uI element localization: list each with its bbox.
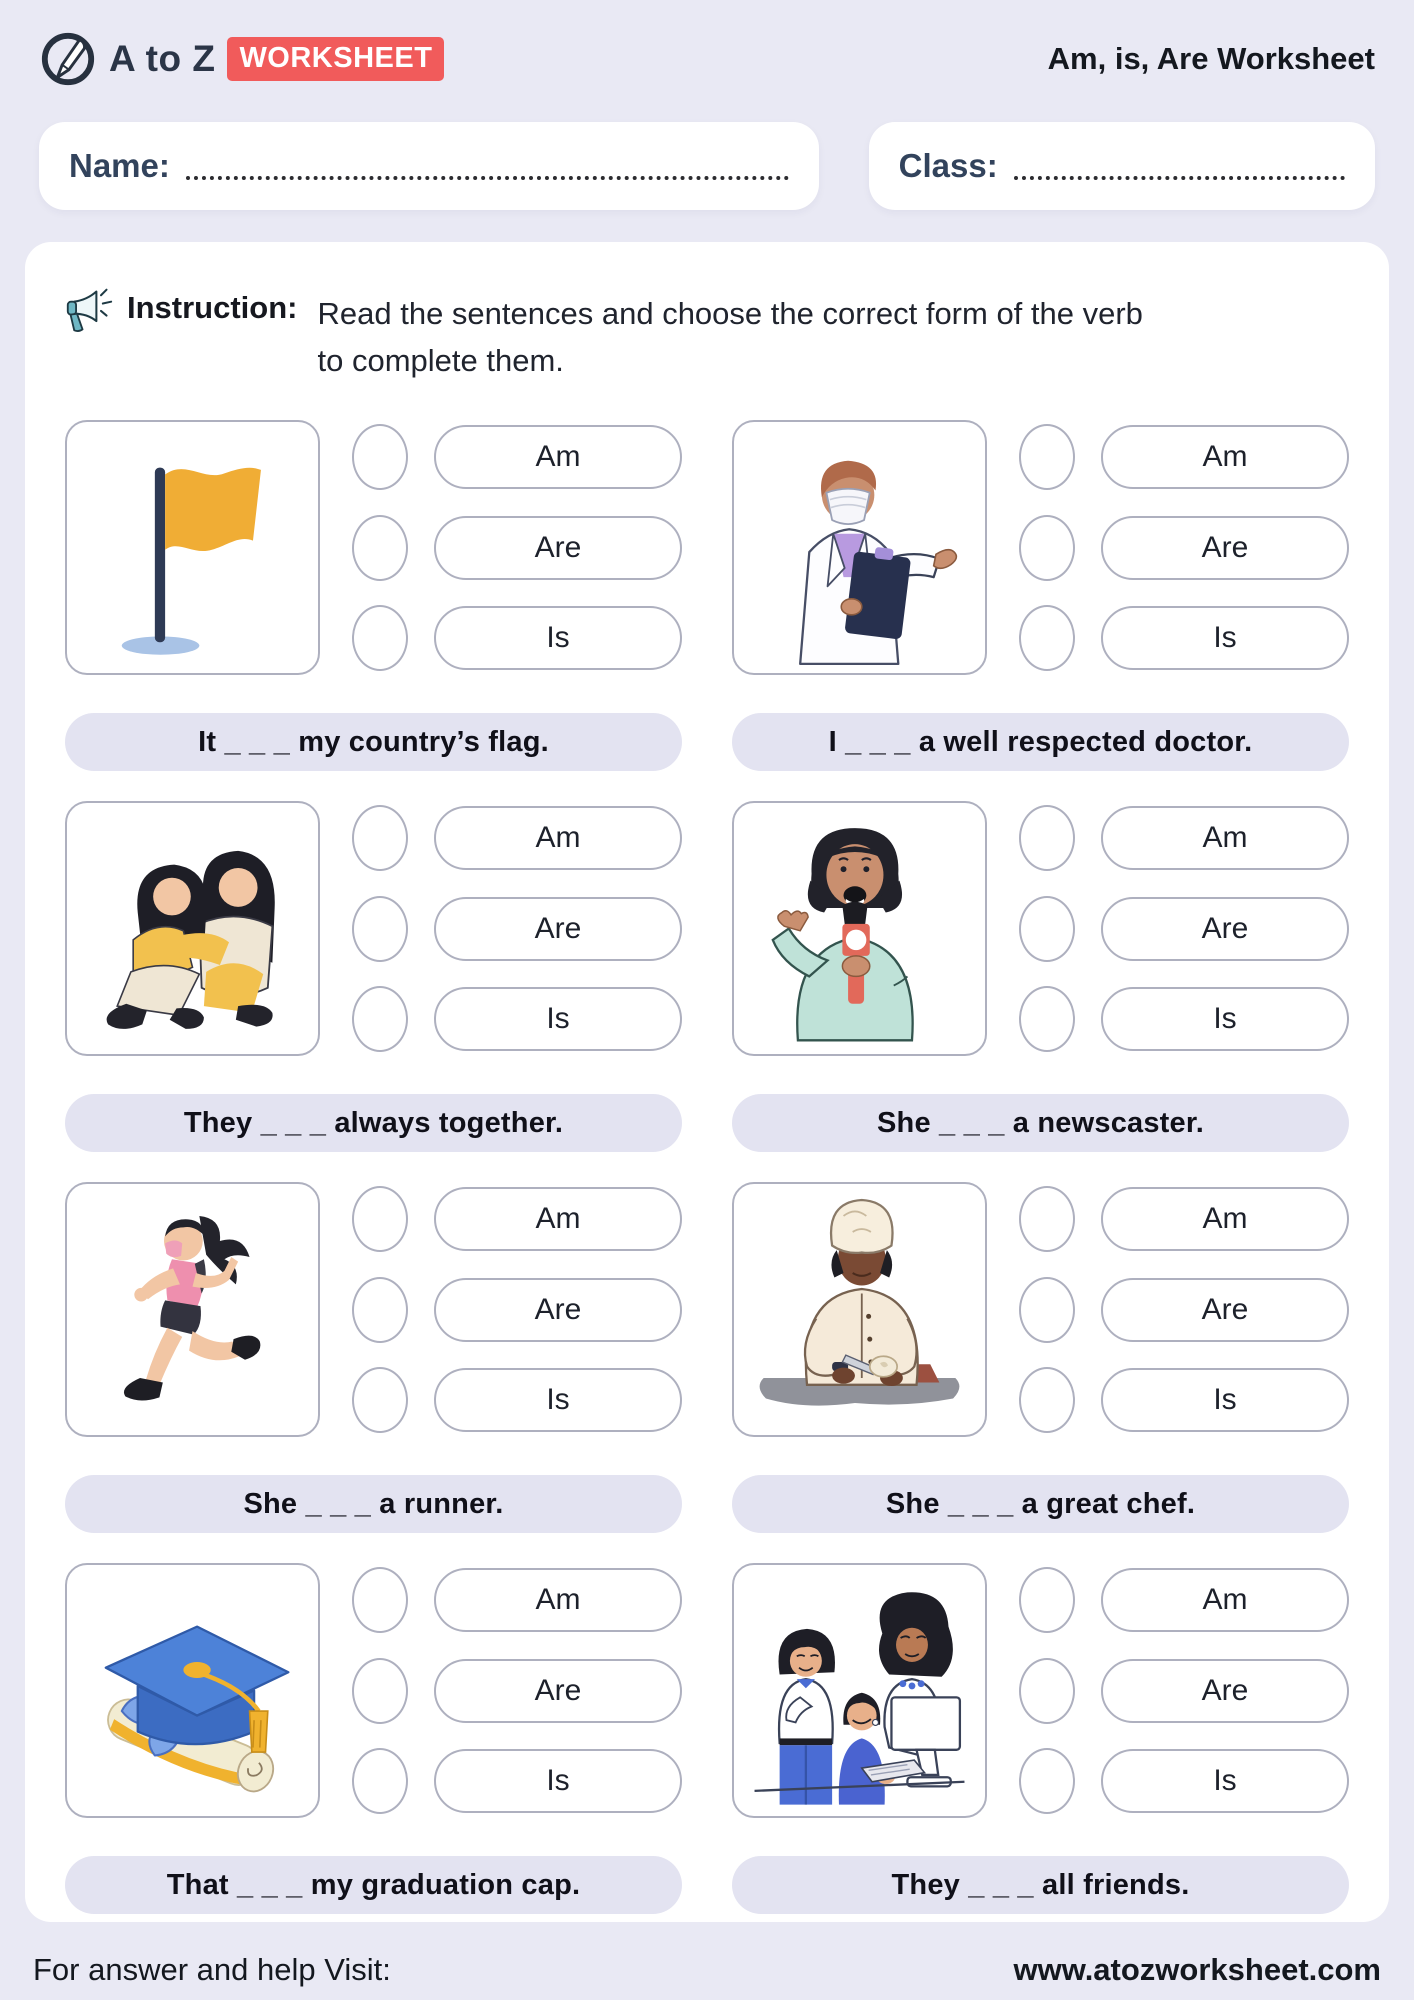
friends-sitting-illustration [65,801,320,1056]
footer-website-link[interactable]: www.atozworksheet.com [1013,1952,1381,1987]
name-label: Name: [69,147,170,184]
question-6-radio-am[interactable] [1019,1186,1075,1252]
instruction [65,284,1349,384]
brand-badge: WORKSHEET [227,37,444,81]
question-5-radio-is[interactable] [352,1367,408,1433]
question-3-choice-am[interactable]: Am [434,806,682,870]
question-4-radio-is[interactable] [1019,986,1075,1052]
question-3-choice-is[interactable]: Is [434,987,682,1051]
question-7-radio-are[interactable] [352,1658,408,1724]
question-grid [65,420,1349,1914]
doctor-illustration [732,420,987,675]
question-8-radio-is[interactable] [1019,1748,1075,1814]
question-8-radio-am[interactable] [1019,1567,1075,1633]
question-1-radio-are[interactable] [352,515,408,581]
megaphone-icon [65,286,113,334]
name-field [39,122,819,210]
question-6-choice-am[interactable]: Am [1101,1187,1349,1251]
question-5-choice-is[interactable]: Is [434,1368,682,1432]
question-4 [732,801,1349,1152]
question-1-choice-are[interactable]: Are [434,516,682,580]
question-5 [65,1182,682,1533]
question-2-radio-is[interactable] [1019,605,1075,671]
question-5-caption: She _ _ _ a runner. [65,1475,682,1533]
question-4-radio-are[interactable] [1019,896,1075,962]
question-7-caption: That _ _ _ my graduation cap. [65,1856,682,1914]
question-8 [732,1563,1349,1914]
question-1-choice-am[interactable]: Am [434,425,682,489]
question-2-radio-are[interactable] [1019,515,1075,581]
question-5-choice-are[interactable]: Are [434,1278,682,1342]
instruction-text [318,290,1143,384]
graduation-cap-illustration [65,1563,320,1818]
name-input-line[interactable] [186,176,789,180]
question-2-radio-am[interactable] [1019,424,1075,490]
question-8-choice-are[interactable]: Are [1101,1659,1349,1723]
question-6-caption: She _ _ _ a great chef. [732,1475,1349,1533]
question-6-radio-is[interactable] [1019,1367,1075,1433]
brand-name: A to Z [109,38,216,79]
question-7-choice-is[interactable]: Is [434,1749,682,1813]
question-3-radio-am[interactable] [352,805,408,871]
class-label: Class: [898,147,998,184]
instruction-line-1: Read the sentences and choose the correct form of the verb [317,296,1143,331]
footer [25,1922,1389,2000]
friends-computer-illustration [732,1563,987,1818]
question-6-choice-are[interactable]: Are [1101,1278,1349,1342]
question-8-caption: They _ _ _ all friends. [732,1856,1349,1914]
question-6-radio-are[interactable] [1019,1277,1075,1343]
worksheet-card [25,242,1389,1922]
pen-logo-icon [39,30,97,88]
question-5-radio-am[interactable] [352,1186,408,1252]
question-8-choice-is[interactable]: Is [1101,1749,1349,1813]
question-7-choice-are[interactable]: Are [434,1659,682,1723]
brand-logo [39,30,444,88]
page-title: Am, is, Are Worksheet [1047,41,1375,76]
question-1-radio-am[interactable] [352,424,408,490]
question-3-radio-is[interactable] [352,986,408,1052]
question-3 [65,801,682,1152]
question-6 [732,1182,1349,1533]
question-1-caption: It _ _ _ my country’s flag. [65,713,682,771]
question-2-choice-am[interactable]: Am [1101,425,1349,489]
question-1 [65,420,682,771]
chef-illustration [732,1182,987,1437]
question-7 [65,1563,682,1914]
footer-help-text: For answer and help Visit: [33,1952,391,1987]
question-5-choice-am[interactable]: Am [434,1187,682,1251]
question-4-choice-are[interactable]: Are [1101,897,1349,961]
question-7-choice-am[interactable]: Am [434,1568,682,1632]
question-8-choice-am[interactable]: Am [1101,1568,1349,1632]
instruction-label: Instruction: [127,290,298,325]
question-5-radio-are[interactable] [352,1277,408,1343]
flag-illustration [65,420,320,675]
question-3-radio-are[interactable] [352,896,408,962]
question-6-choice-is[interactable]: Is [1101,1368,1349,1432]
question-4-choice-is[interactable]: Is [1101,987,1349,1051]
instruction-line-2: to complete them. [317,343,564,379]
class-field [869,122,1375,210]
question-4-choice-am[interactable]: Am [1101,806,1349,870]
question-1-radio-is[interactable] [352,605,408,671]
question-3-choice-are[interactable]: Are [434,897,682,961]
question-2-choice-are[interactable]: Are [1101,516,1349,580]
question-1-choice-is[interactable]: Is [434,606,682,670]
question-2-caption: I _ _ _ a well respected doctor. [732,713,1349,771]
question-7-radio-is[interactable] [352,1748,408,1814]
question-8-radio-are[interactable] [1019,1658,1075,1724]
question-2-choice-is[interactable]: Is [1101,606,1349,670]
header [25,26,1389,92]
newscaster-illustration [732,801,987,1056]
runner-illustration [65,1182,320,1437]
question-7-radio-am[interactable] [352,1567,408,1633]
question-4-caption: She _ _ _ a newscaster. [732,1094,1349,1152]
question-2 [732,420,1349,771]
class-input-line[interactable] [1014,176,1345,180]
name-class-row [25,122,1389,210]
question-4-radio-am[interactable] [1019,805,1075,871]
question-3-caption: They _ _ _ always together. [65,1094,682,1152]
